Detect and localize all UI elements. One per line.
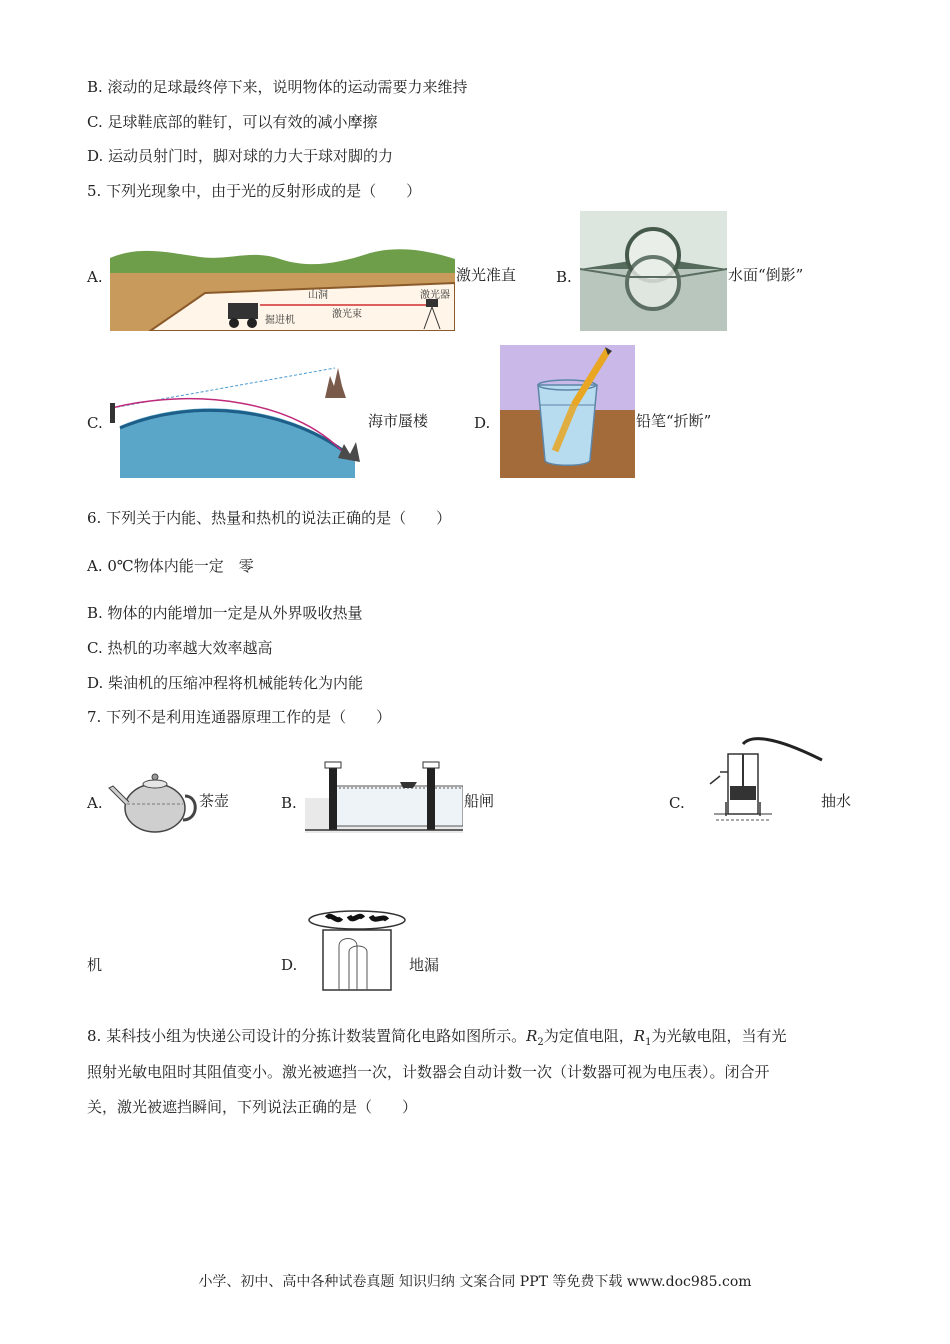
laser-device-label: 激光器: [420, 290, 450, 301]
q5-c-letter: C.: [87, 414, 103, 432]
mirage-figure: [110, 358, 365, 478]
q6-option-b: B. 物体的内能增加一定是从外界吸收热量: [87, 604, 363, 622]
r1-symbol: R: [633, 1027, 646, 1045]
q6-option-c: C. 热机的功率越大效率越高: [87, 639, 273, 657]
q7-b-caption: 船闸: [464, 792, 495, 810]
q4-option-d: D. 运动员射门时，脚对球的力大于球对脚的力: [87, 147, 394, 165]
q5-stem: 5. 下列光现象中，由于光的反射形成的是（ ）: [87, 182, 422, 200]
pencil-in-glass-figure: [500, 345, 635, 478]
q7-b-letter: B.: [281, 794, 297, 812]
q4-option-c: C. 足球鞋底部的鞋钉，可以有效的减小摩擦: [87, 113, 378, 131]
q7-c-caption: 抽水: [821, 792, 852, 810]
q8-line-1: [87, 1026, 786, 1053]
q5-a-caption: 激光准直: [456, 266, 517, 284]
q4-option-b: B. 滚动的足球最终停下来，说明物体的运动需要力来维持: [87, 78, 468, 96]
laser-beam-label: 激光束: [332, 309, 362, 320]
r2-symbol: R: [526, 1027, 538, 1045]
q6-option-d: D. 柴油机的压缩冲程将机械能转化为内能: [87, 674, 364, 692]
q5-a-letter: A.: [87, 268, 103, 286]
floor-drain-figure: [305, 908, 410, 993]
q5-c-caption: 海市蜃楼: [368, 412, 429, 430]
tunneling-machine-label: 掘进机: [265, 315, 295, 326]
r2-subscript: 2: [537, 1037, 544, 1048]
r1-subscript: 1: [645, 1037, 652, 1048]
q7-d-letter: D.: [281, 956, 298, 974]
q7-a-caption: 茶壶: [199, 792, 230, 810]
q8-line-3: 关，激光被遮挡瞬间，下列说法正确的是（ ）: [87, 1098, 418, 1116]
q5-b-caption: 水面“倒影”: [728, 266, 804, 284]
q8-line-2: 照射光敏电阻时其阻值变小。激光被遮挡一次，计数器会自动计数一次（计数器可视为电压表）。闭合开: [87, 1063, 770, 1081]
q7-c-caption-continued: 机: [87, 956, 103, 974]
teapot-figure: [105, 764, 200, 836]
ship-lock-figure: [305, 758, 463, 833]
q5-b-letter: B.: [556, 268, 572, 286]
q8-line-1c: 为光敏电阻，当有光: [651, 1027, 787, 1045]
tunnel-label: 山洞: [308, 290, 328, 301]
q7-a-letter: A.: [87, 794, 103, 812]
q7-c-letter: C.: [669, 794, 685, 812]
q5-d-caption: 铅笔“折断”: [636, 412, 712, 430]
bridge-reflection-photo: [580, 211, 727, 331]
q8-line-1a: 8. 某科技小组为快递公司设计的分拣计数装置简化电路如图所示。: [87, 1027, 527, 1045]
q5-d-letter: D.: [474, 414, 491, 432]
q7-d-caption: 地漏: [409, 956, 440, 974]
q6-option-a: A. 0℃物体内能一定 零: [87, 557, 254, 575]
q6-stem: 6. 下列关于内能、热量和热机的说法正确的是（ ）: [87, 509, 452, 527]
page-footer: 小学、初中、高中各种试卷真题 知识归纳 文案合同 PPT 等免费下载 www.doc985.com: [198, 1274, 752, 1290]
water-pump-figure: [700, 734, 825, 829]
tunnel-laser-figure: [110, 243, 455, 331]
q7-stem: 7. 下列不是利用连通器原理工作的是（ ）: [87, 708, 392, 726]
q8-line-1b: 为定值电阻，: [543, 1027, 634, 1045]
